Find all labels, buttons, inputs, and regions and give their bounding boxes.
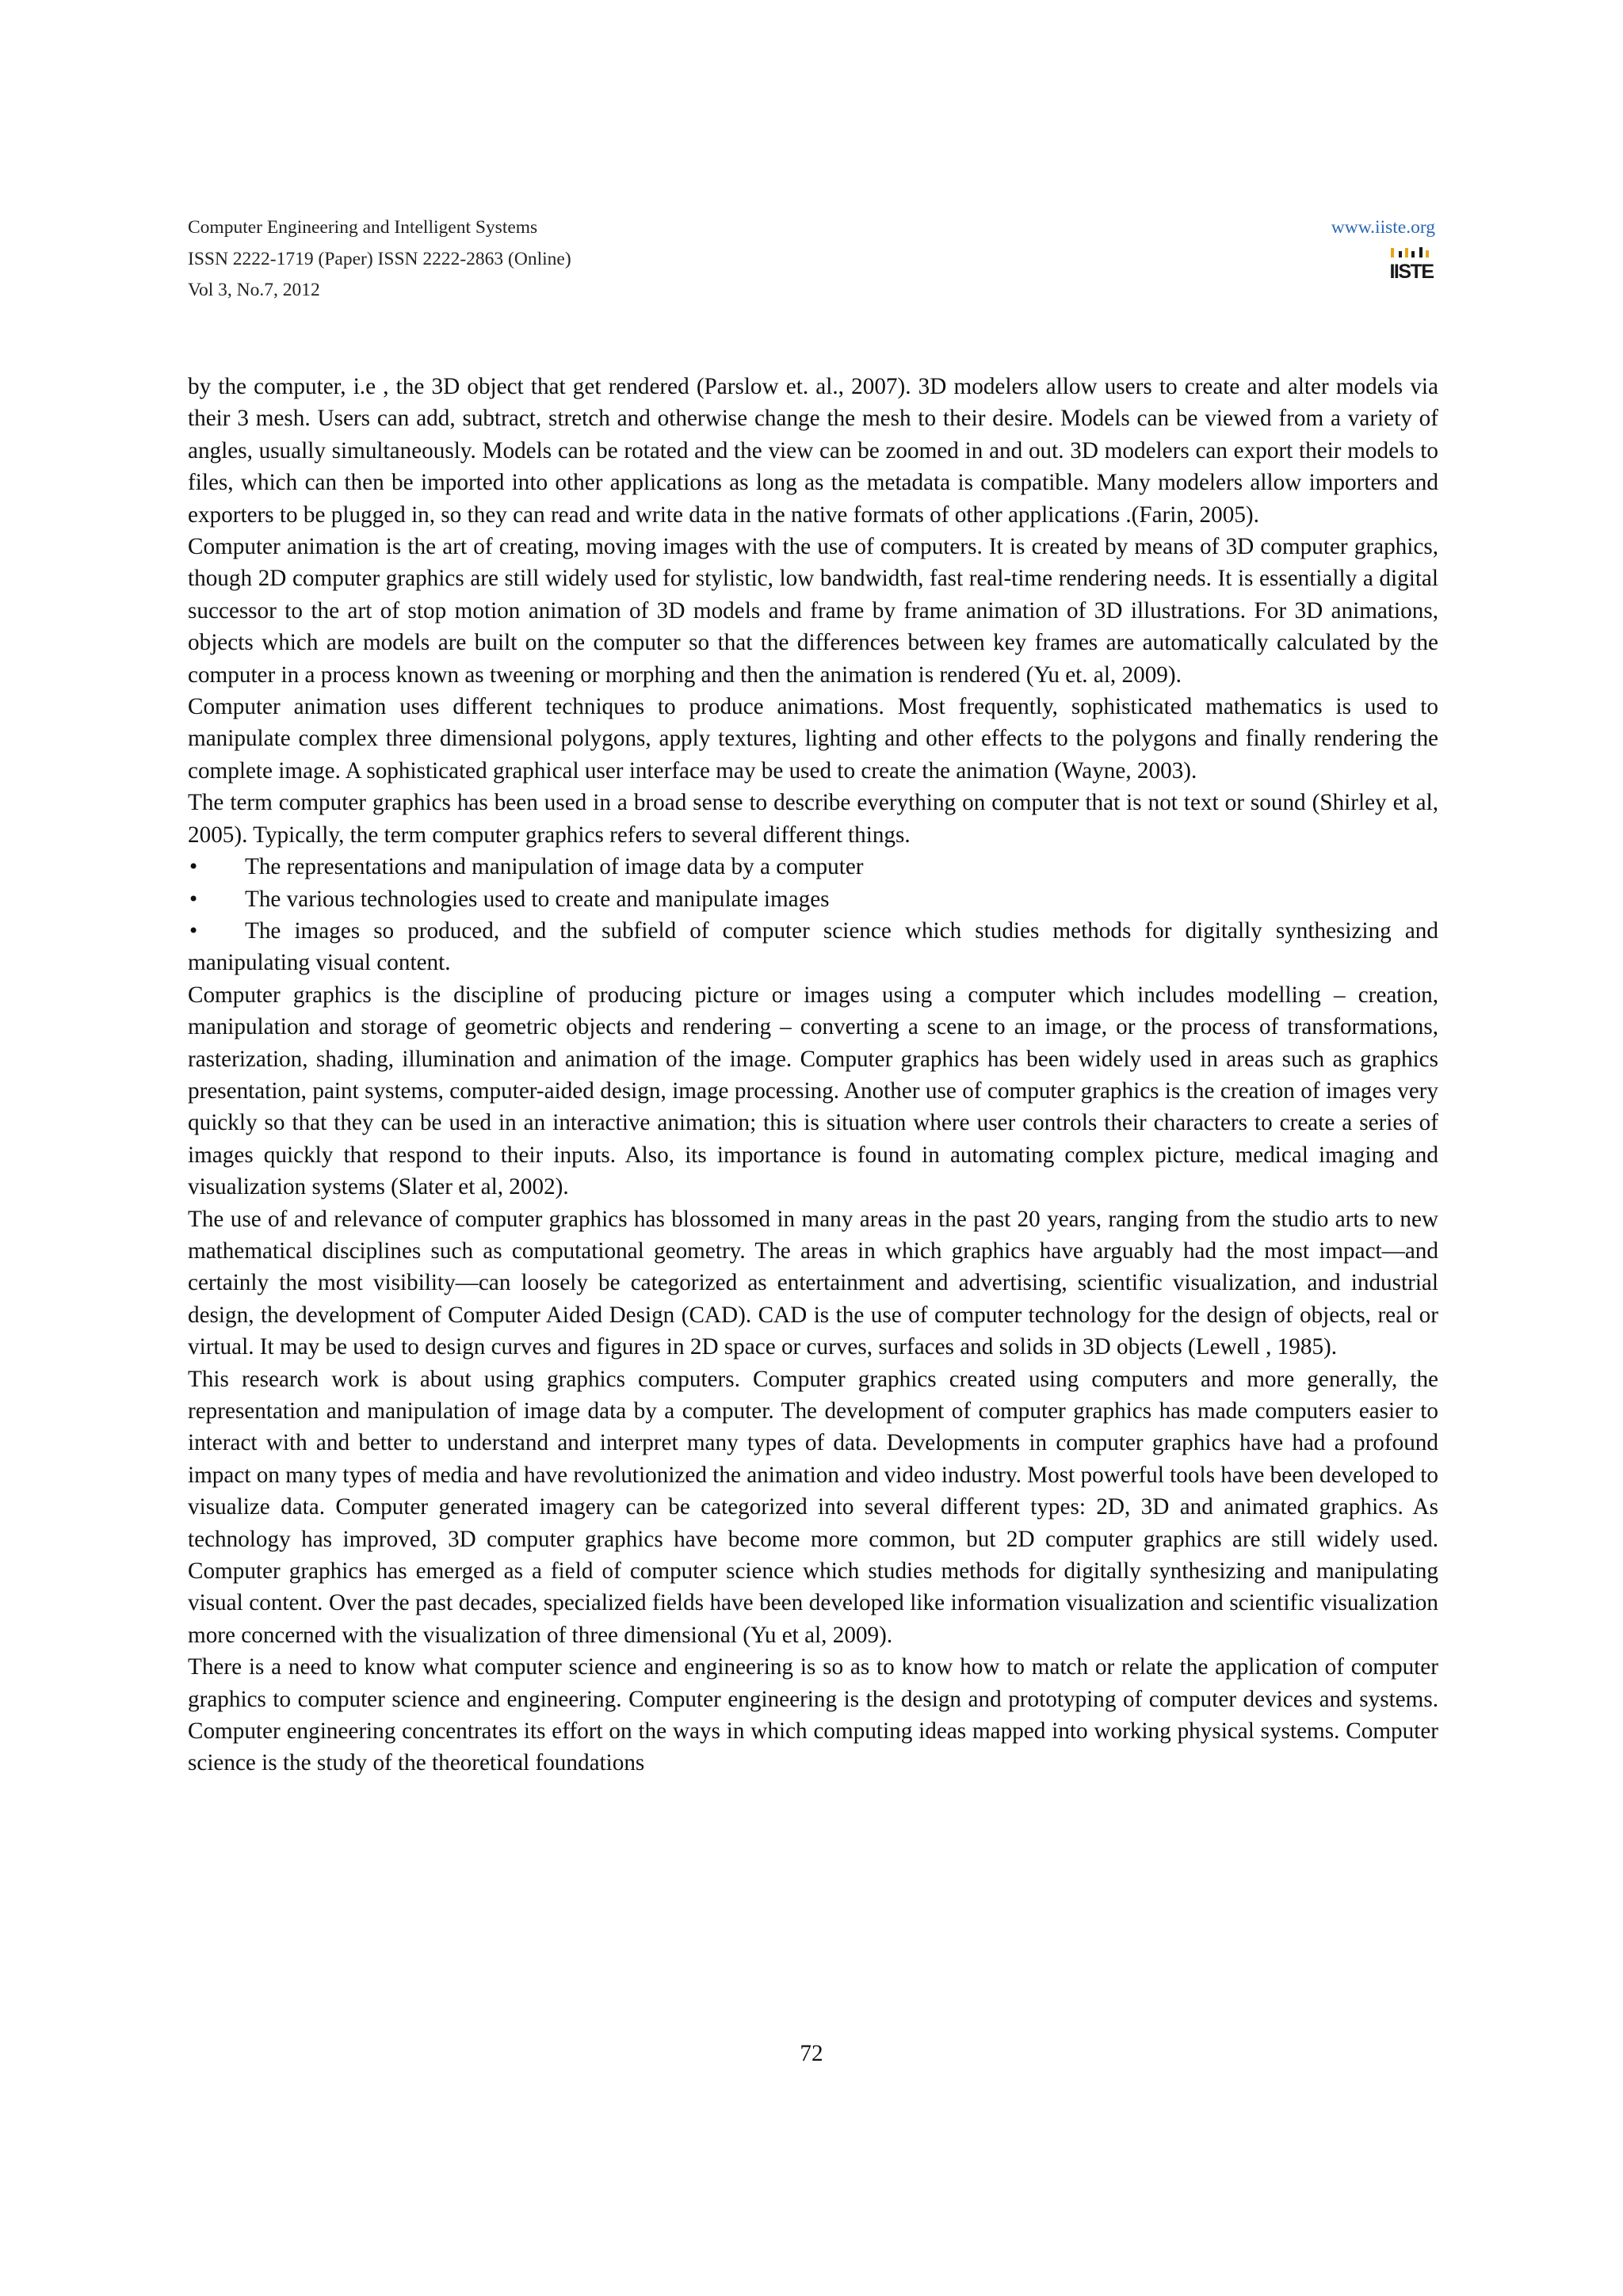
list-item	[188, 851, 1438, 883]
paragraph-graphics-relevance: The use of and relevance of computer graphics has blossomed in many areas in the past 20 years, ranging from the studio arts to new mathematical disciplines such as computational geometry. The areas in which graphics have arguably had the most impact—and certainly the most visibility—can loosely be categorized as entertainment and advertising, scientific visualization, and industrial design, the development of Computer Aided Design (CAD). CAD is the use of computer technology for the design of objects, real or virtual. It may be used to design curves and figures in 2D space or curves, surfaces and solids in 3D objects (Lewell , 1985).	[188, 1206, 1438, 1360]
logo-lettering: IISTE	[1389, 260, 1434, 280]
bullet-text: The representations and manipulation of image data by a computer	[245, 854, 864, 880]
paragraph-computer-animation: Computer animation is the art of creating, moving images with the use of computers. It is created by means of 3D computer graphics, though 2D computer graphics are still widely used for stylistic, low bandwidth, fast real-time rendering needs. It is essentially a digital successor to the art of stop motion animation of 3D models and frame by frame animation of 3D illustrations. For 3D animations, objects which are models are built on the computer so that the differences between key frames are automatically calculated by the computer in a process known as tweening or morphing and then the animation is rendered (Yu et. al, 2009).	[188, 534, 1438, 688]
bullet-mark: •	[188, 919, 200, 942]
journal-url-link[interactable]: www.iiste.org	[1331, 217, 1435, 238]
list-item	[188, 883, 1438, 915]
article-body	[188, 371, 1438, 1779]
paragraph-3d-modelers: by the computer, i.e , the 3D object that get rendered (Parslow et. al., 2007). 3D modelers allow users to create and alter models via their 3 mesh. Users can add, subtract, stretch and otherwise change the mesh to their desire. Models can be viewed from a variety of angles, usually simultaneously. Models can be rotated and the view can be zoomed in and out. 3D modelers can export their models to files, which can then be imported into other applications as long as the metadata is compatible. Many modelers allow importers and exporters to be plugged in, so they can read and write data in the native formats of other applications .(Farin, 2005).	[188, 374, 1438, 528]
journal-header	[188, 212, 571, 307]
paragraph-animation-techniques: Computer animation uses different techniques to produce animations. Most frequently, sophisticated mathematics is used to manipulate complex three dimensional polygons, apply textures, lighting and other effects to the polygons and finally rendering the complete image. A sophisticated graphical user interface may be used to create the animation (Wayne, 2003).	[188, 694, 1438, 784]
paragraph-term-computer-graphics: The term computer graphics has been used in a broad sense to describe everything on computer that is not text or sound (Shirley et al, 2005). Typically, the term computer graphics refers to several different things.	[188, 790, 1438, 848]
page-number: 72	[800, 2041, 823, 2066]
bullet-text: The images so produced, and the subfield of computer science which studies methods for digitally synthesizing and manipulating visual content.	[188, 917, 1438, 976]
bullet-mark: •	[188, 856, 200, 879]
bullet-list	[188, 851, 1438, 979]
paragraph-research-work: This research work is about using graphics computers. Computer graphics created using computers and more generally, the representation and manipulation of image data by a computer. The development of computer graphics has made computers easier to interact with and better to understand and interpret many types of data. Developments in computer graphics have had a profound impact on many types of media and have revolutionized the animation and video industry. Most powerful tools have been developed to visualize data. Computer generated imagery can be categorized into several different types: 2D, 3D and animated graphics. As technology has improved, 3D computer graphics have become more common, but 2D computer graphics are still widely used. Computer graphics has emerged as a field of computer science which studies methods for digitally synthesizing and manipulating visual content. Over the past decades, specialized fields have been developed like information visualization and scientific visualization more concerned with the visualization of three dimensional (Yu et al, 2009).	[188, 1366, 1438, 1648]
journal-title: Computer Engineering and Intelligent Systems	[188, 217, 538, 238]
bullet-text: The various technologies used to create and manipulate images	[245, 886, 830, 912]
iiste-logo	[1388, 246, 1435, 280]
bullet-mark: •	[188, 887, 200, 910]
paragraph-cs-engineering: There is a need to know what computer science and engineering is so as to know how to match or relate the application of computer graphics to computer science and engineering. Computer engineering is the design and prototyping of computer devices and systems. Computer engineering concentrates its effort on the ways in which computing ideas mapped into working physical systems. Computer science is the study of the theoretical foundations	[188, 1654, 1438, 1776]
header-right	[1331, 212, 1435, 280]
journal-volume: Vol 3, No.7, 2012	[188, 280, 320, 300]
paragraph-graphics-discipline: Computer graphics is the discipline of producing picture or images using a computer which includes modelling – creation, manipulation and storage of geometric objects and rendering – converting a scene to an image, or the process of transformations, rasterization, shading, illumination and animation of the image. Computer graphics has been widely used in areas such as graphics presentation, paint systems, computer-aided design, image processing. Another use of computer graphics is the creation of images very quickly so that they can be used in an interactive animation; this is situation where user controls their characters to create a series of images quickly that respond to their inputs. Also, its importance is found in automating complex picture, medical imaging and visualization systems (Slater et al, 2002).	[188, 982, 1438, 1200]
list-item	[188, 915, 1438, 979]
journal-issn: ISSN 2222-1719 (Paper) ISSN 2222-2863 (Online)	[188, 248, 571, 269]
